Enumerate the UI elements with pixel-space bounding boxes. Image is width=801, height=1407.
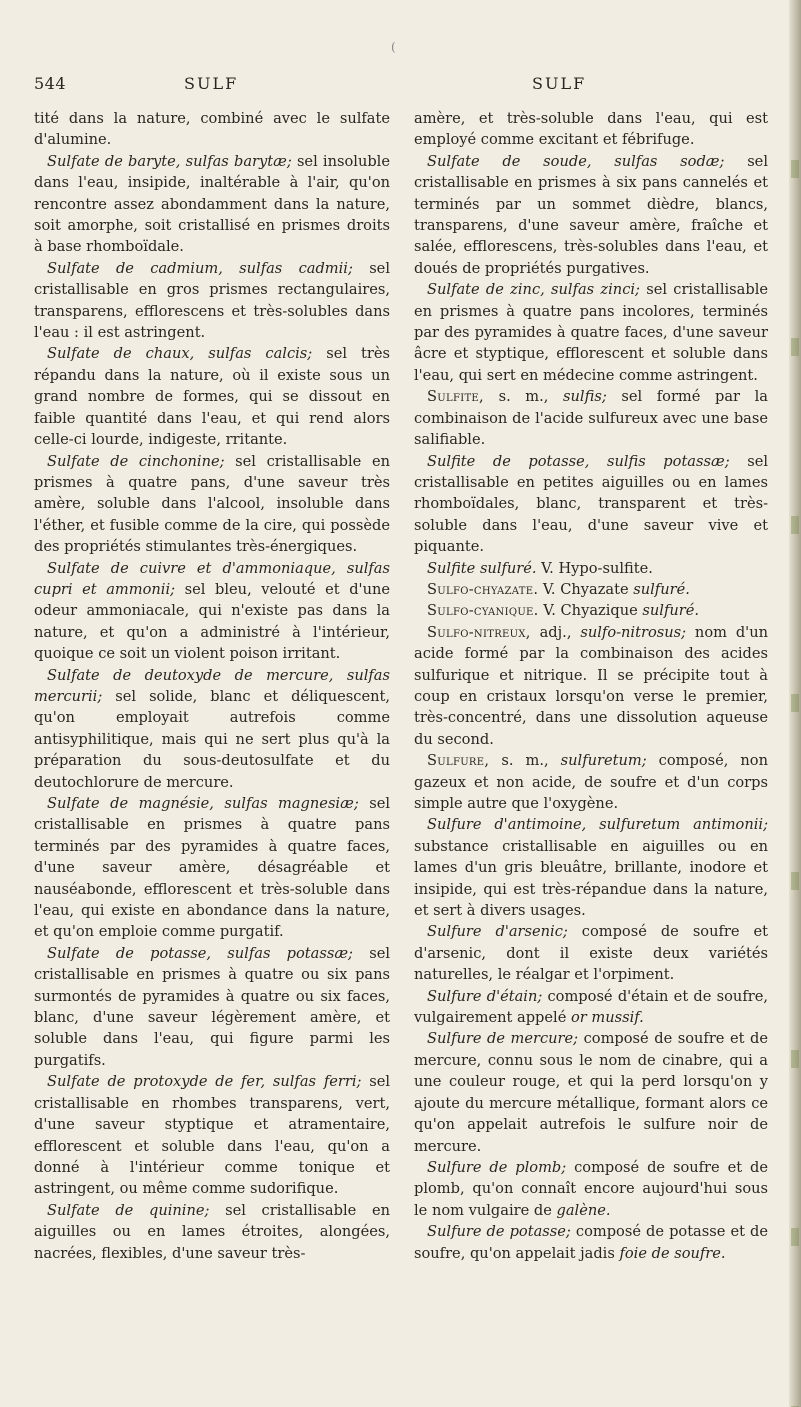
entry-term: Sulfate de deutoxyde de mercure, sulfas mercurii;	[34, 666, 390, 705]
entry-text: composé, non gazeux et non acide, de soufre et d'un corps simple autre que l'oxygène.	[414, 752, 768, 812]
entry-text: sel formé par la combinaison de l'acide sulfureux avec une base salifiable.	[414, 388, 768, 449]
dictionary-entry	[34, 793, 390, 943]
entry-term: Sulfate de quinine;	[47, 1201, 210, 1219]
entry-term: Sulfure d'antimoine, sulfuretum antimonii;	[427, 816, 768, 834]
entry-text: composé de potasse et de soufre, qu'on appelait jadis	[414, 1223, 768, 1262]
entry-text: adj.,	[530, 623, 581, 641]
dictionary-entry	[414, 279, 768, 386]
left-column	[34, 108, 390, 1264]
dictionary-entry	[414, 622, 768, 750]
right-column	[414, 108, 768, 1264]
dictionary-entry	[414, 814, 768, 921]
entry-term: sulfuré.	[642, 602, 700, 620]
dictionary-entry	[414, 558, 768, 579]
entry-text: amère, et très-soluble dans l'eau, qui est employé comme excitant et fébrifuge.	[414, 110, 768, 149]
entry-term: Sulfure de potasse;	[427, 1223, 571, 1241]
entry-term: Sulfate de soude, sulfas sodæ;	[427, 152, 725, 170]
dictionary-entry	[34, 665, 390, 793]
dictionary-entry	[414, 986, 768, 1029]
entry-term: Sulfate de cadmium, sulfas cadmii;	[47, 259, 353, 277]
page-edge-stains	[791, 0, 799, 1407]
entry-term: Sulfate de baryte, sulfas barytæ;	[47, 152, 292, 170]
entry-text: composé de soufre et d'arsenic, dont il existe deux variétés naturelles, le réalgar et l'orpiment.	[414, 923, 768, 984]
dictionary-entry	[414, 579, 768, 600]
dictionary-entry	[34, 1200, 390, 1264]
dictionary-entry	[414, 1157, 768, 1221]
dictionary-entry	[414, 386, 768, 450]
entry-text: V. Chyazique	[538, 602, 643, 620]
top-mark: (	[391, 40, 396, 54]
dictionary-entry	[34, 258, 390, 344]
entry-term: Sulfo-cyanique.	[427, 602, 539, 620]
entry-text: sel bleu, velouté et d'une odeur ammoniacale, qui n'existe pas dans la nature, et qu'on a administré à l'intérieur, quoique ce soit un violent poison irritant.	[34, 580, 391, 663]
entry-term: Sulfure de plomb;	[427, 1158, 567, 1176]
entry-text: sel très répandu dans la nature, où il existe sous un grand nombre de formes, qui se dissout en faible quantité dans l'eau, et qui rend alors celle-ci lourde, indigeste, rritante.	[34, 345, 390, 449]
entry-text: tité dans la nature, combiné avec le sulfate d'alumine.	[34, 110, 390, 149]
dictionary-entry	[34, 343, 390, 450]
running-header	[34, 74, 771, 100]
dictionary-entry	[414, 451, 768, 558]
dictionary-entry	[34, 108, 390, 151]
entry-term: Sulfure d'étain;	[427, 987, 543, 1005]
entry-term: Sulfure,	[427, 752, 490, 770]
dictionary-entry	[414, 151, 768, 279]
entry-text: composé d'étain et de soufre, vulgairement appelé	[414, 987, 768, 1027]
dictionary-entry	[414, 1221, 768, 1264]
dictionary-entry	[34, 151, 390, 258]
entry-text: composé de soufre et de plomb, qu'on connaît encore aujourd'hui sous le nom vulgaire de	[414, 1158, 768, 1219]
entry-term: Sulfate de cinchonine;	[47, 452, 225, 470]
entry-text: V. Hypo-sulfite.	[536, 559, 653, 577]
entry-text: sel cristallisable en aiguilles ou en lames étroites, alongées, nacrées, flexibles, d'une saveur très-	[34, 1201, 390, 1262]
entry-term: Sulfate de protoxyde de fer, sulfas ferri;	[47, 1073, 362, 1091]
entry-term: Sulfate de cuivre et d'ammoniaque, sulfas cupri et ammonii;	[34, 559, 390, 598]
entry-text: sel cristallisable en rhombes transparens, vert, d'une saveur styptique et atramentaire, efflorescent et soluble dans l'eau, qu'on a donné à l'intérieur comme tonique et astringent, ou même comme sudorifique.	[34, 1073, 390, 1198]
entry-term: Sulfure d'arsenic;	[427, 923, 568, 941]
entry-term: Sulfite de potasse, sulfis potassæ;	[427, 452, 730, 470]
entry-text: s. m.,	[483, 388, 564, 406]
entry-text: sel cristallisable en petites aiguilles ou en lames rhomboïdales, blanc, transparent et très-soluble dans l'eau, d'une saveur vive et piquante.	[414, 452, 768, 556]
dictionary-entry	[34, 1071, 390, 1199]
entry-text: substance cristallisable en aiguilles ou en lames d'un gris bleuâtre, brillante, inodore et insipide, qui est très-répandue dans la nature, et sert à divers usages.	[414, 837, 768, 920]
entry-term: Sulfure de mercure;	[427, 1030, 579, 1048]
entry-text: sel cristallisable en prismes à quatre pans terminés par des pyramides à quatre faces, d'une saveur amère, désagréable et nauséabonde, efflorescent et très-soluble dans l'eau, qui existe en abondance dans la nature, et qu'on emploie comme purgatif.	[34, 795, 390, 941]
entry-term: sulfis;	[563, 388, 607, 406]
entry-text: nom d'un acide formé par la combinaison des acides sulfurique et nitrique. Il se précipite tout à coup en cristaux lorsqu'on verse le premier, très-concentré, dans une dissolution aqueuse du second.	[414, 623, 768, 748]
entry-term: foie de soufre.	[619, 1244, 726, 1262]
entry-text: sel cristallisable en prismes à quatre ou six pans surmontés de pyramides à quatre ou six faces, blanc, d'une saveur légèrement amère, et soluble dans l'eau, qui figure parmi les purgatifs.	[34, 944, 390, 1069]
dictionary-entry	[414, 600, 768, 621]
entry-text: sel insoluble dans l'eau, insipide, inaltérable à l'air, qu'on rencontre assez abondamment dans la nature, soit amorphe, soit cristallisé en prismes droits à base rhomboïdale.	[34, 152, 390, 256]
entry-term: Sulfite,	[427, 388, 484, 406]
entry-term: Sulfate de potasse, sulfas potassæ;	[47, 944, 353, 962]
entry-text: sel cristallisable en prismes à quatre pans, d'une saveur très amère, soluble dans l'alcool, insoluble dans l'éther, et fusible comme de la cire, qui possède des propriétés stimulantes très-énergiques.	[34, 452, 390, 556]
dictionary-entry	[34, 558, 390, 665]
entry-term: Sulfo-chyazate.	[427, 580, 539, 598]
dictionary-entry	[34, 943, 390, 1071]
entry-text: V. Chyazate	[538, 580, 634, 598]
entry-text: s. m.,	[489, 752, 561, 770]
entry-term: Sulfate de chaux, sulfas calcis;	[47, 345, 313, 363]
entry-term: sulfo-nitrosus;	[580, 623, 687, 641]
running-head-right: SULF	[532, 74, 587, 93]
entry-term: Sulfate de magnésie, sulfas magnesiæ;	[47, 795, 359, 812]
entry-term: galène.	[556, 1201, 611, 1219]
entry-term: Sulfo-nitreux,	[427, 623, 531, 641]
entry-term: or mussif.	[570, 1009, 644, 1027]
entry-text: composé de soufre et de mercure, connu sous le nom de cinabre, qui a une couleur rouge, et qui la perd lorsqu'on y ajoute du mercure métallique, formant alors ce qu'on appelait autrefois le sulfure noir de mercure.	[414, 1030, 768, 1155]
entry-term: Sulfite sulfuré.	[427, 559, 537, 577]
entry-term: Sulfate de zinc, sulfas zinci;	[427, 281, 640, 299]
entry-term: sulfuré.	[633, 580, 690, 598]
entry-text: sel cristallisable en prismes à six pans cannelés et terminés par un sommet dièdre, blancs, transparens, d'une saveur amère, fraîche et salée, efflorescens, très-solubles dans l'eau, et doués de propriétés purgatives.	[414, 152, 768, 277]
entry-text: sel cristallisable en prismes à quatre pans incolores, terminés par des pyramides à quatre faces, d'une saveur âcre et styptique, efflorescent et soluble dans l'eau, qui sert en médecine comme astringent.	[414, 281, 768, 384]
entry-text: sel cristallisable en gros prismes rectangulaires, transparens, efflorescens et très-solubles dans l'eau : il est astringent.	[34, 259, 390, 342]
dictionary-entry	[34, 451, 390, 558]
dictionary-entry	[414, 921, 768, 985]
entry-term: sulfuretum;	[560, 752, 647, 770]
dictionary-entry	[414, 108, 768, 151]
page-number: 544	[34, 74, 67, 93]
entry-text: sel solide, blanc et déliquescent, qu'on employait autrefois comme antisyphilitique, mais qui ne sert plus qu'à la préparation du sous-deutosulfate et du deutochlorure de mercure.	[34, 687, 390, 791]
running-head-left: SULF	[184, 74, 239, 93]
dictionary-entry	[414, 750, 768, 814]
dictionary-entry	[414, 1028, 768, 1156]
